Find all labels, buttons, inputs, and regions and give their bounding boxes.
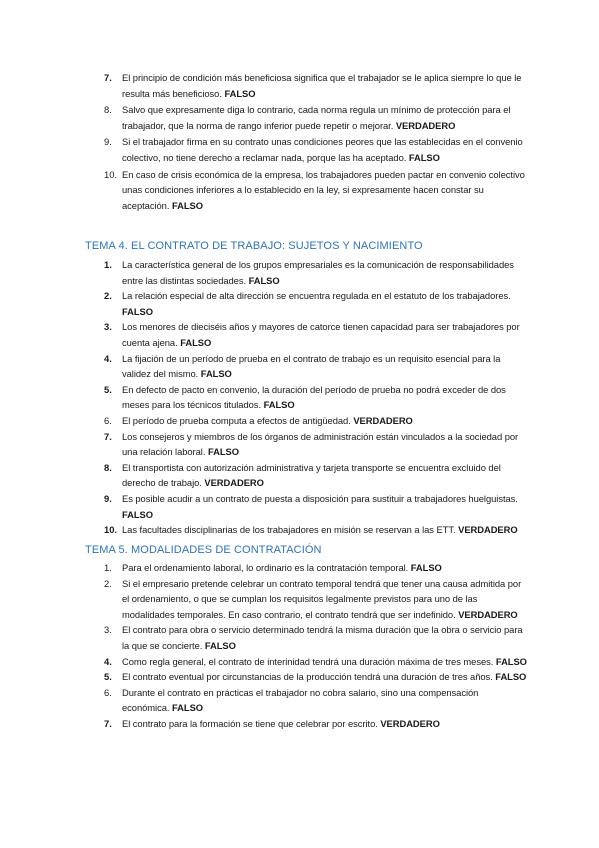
section-heading-tema-4: TEMA 4. EL CONTRATO DE TRABAJO: SUJETOS Y NACIMIENTO (85, 240, 423, 252)
item-number: 7. (104, 430, 112, 442)
item-text: En caso de crisis económica de la empresa, los trabajadores pueden pactar en convenio colectivo unas condiciones inferiores a lo establecido en la ley, si expresamente hacen constar su aceptación. (122, 168, 525, 211)
item-answer: FALSO (200, 368, 232, 380)
list-item (0, 413, 599, 429)
item-number: 2. (104, 290, 112, 302)
list-item (0, 429, 599, 460)
list-item (0, 669, 599, 685)
section-heading-tema-5: TEMA 5. MODALIDADES DE CONTRATACIÓN (85, 544, 322, 556)
list-item (0, 576, 599, 623)
list-item (0, 70, 599, 101)
questions-list-tema-5 (0, 560, 599, 732)
item-answer: FALSO (408, 151, 440, 163)
list-item (0, 460, 599, 491)
item-answer: VERDADERO (353, 414, 413, 426)
item-text: El contrato para obra o servicio determinado tendrá la misma duración que la obra o servicio para la que se concierte. (122, 624, 523, 651)
item-number: 5. (104, 383, 112, 395)
item-answer: FALSO (224, 87, 256, 99)
questions-list-previous-topic (0, 70, 599, 213)
item-number: 3. (104, 321, 112, 333)
questions-list-tema-4 (0, 257, 599, 538)
item-answer: FALSO (495, 671, 527, 683)
list-item (0, 134, 599, 165)
list-item (0, 382, 599, 413)
item-number: 8. (104, 461, 112, 473)
item-answer: VERDADERO (204, 477, 264, 489)
item-text: El contrato para la formación se tiene que celebrar por escrito. (122, 717, 378, 729)
item-text: Los menores de dieciséis años y mayores de catorce tienen capacidad para ser trabajadores por cuenta ajena. (122, 321, 520, 348)
item-text: El período de prueba computa a efectos de antigüedad. (122, 414, 351, 426)
list-item (0, 716, 599, 732)
item-text: El principio de condición más beneficiosa significa que el trabajador se le aplica siempre lo que le resulta más beneficioso. (122, 72, 522, 99)
item-text: Si el trabajador firma en su contrato unas condiciones peores que las establecidas en el convenio colectivo, no tiene derecho a reclamar nada, porque las ha aceptado. (122, 136, 523, 163)
item-number: 1. (104, 562, 112, 573)
item-number: 7. (104, 72, 112, 83)
item-text: El contrato eventual por circunstancias de la producción tendrá una duración de tres años. (122, 671, 493, 683)
item-answer: FALSO (171, 199, 203, 211)
item-number: 7. (104, 717, 112, 729)
item-answer: FALSO (122, 305, 154, 317)
list-item (0, 685, 599, 716)
item-text: En defecto de pacto en convenio, la duración del período de prueba no podrá exceder de dos meses para los técnicos titulados. (122, 383, 506, 411)
item-answer: FALSO (122, 508, 154, 520)
item-number: 2. (104, 577, 112, 589)
item-number: 6. (104, 414, 112, 426)
item-text: La característica general de los grupos empresariales es la comunicación de responsabilidades entre las distintas sociedades. (122, 259, 514, 286)
item-number: 1. (104, 259, 112, 270)
list-item (0, 102, 599, 133)
item-answer: VERDADERO (458, 524, 518, 536)
list-item (0, 522, 599, 538)
list-item (0, 319, 599, 350)
item-number: 9. (104, 492, 112, 504)
list-item (0, 560, 599, 576)
item-number: 4. (104, 655, 112, 667)
list-item (0, 257, 599, 288)
item-text: La fijación de un período de prueba en el contrato de trabajo es un requisito esencial para la validez del mismo. (122, 352, 501, 380)
item-text: La relación especial de alta dirección se encuentra regulada en el estatuto de los trabajadores. (122, 290, 511, 302)
item-answer: FALSO (248, 274, 280, 286)
item-answer: FALSO (180, 336, 212, 348)
item-text: Durante el contrato en prácticas el trabajador no cobra salario, sino una compensación económica. (122, 686, 479, 714)
list-item (0, 654, 599, 670)
list-item (0, 288, 599, 319)
list-item (0, 351, 599, 382)
item-text: Salvo que expresamente diga lo contrario, cada norma regula un mínimo de protección para el trabajador, que la norma de rango inferior puede repetir o mejorar. (122, 104, 511, 131)
item-number: 10. (104, 168, 118, 180)
item-number: 6. (104, 686, 112, 698)
item-answer: FALSO (172, 702, 204, 714)
list-item (0, 491, 599, 522)
item-number: 4. (104, 352, 112, 364)
item-number: 10. (104, 524, 118, 536)
item-text: Como regla general, el contrato de interinidad tendrá una duración máxima de tres meses. (122, 655, 494, 667)
item-answer: FALSO (207, 446, 239, 458)
item-text: Los consejeros y miembros de los órganos de administración están vinculados a la sociedad por una relación laboral. (122, 430, 519, 458)
item-number: 8. (104, 104, 112, 116)
item-answer: FALSO (263, 399, 295, 411)
item-number: 5. (104, 671, 112, 683)
item-answer: VERDADERO (380, 717, 440, 729)
item-text: Las facultades disciplinarias de los trabajadores en misión se reservan a las ETT. (122, 524, 456, 536)
item-text: Para el ordenamiento laboral, lo ordinario es la contratación temporal. (122, 562, 409, 573)
item-number: 9. (104, 136, 112, 148)
list-item (0, 167, 599, 214)
item-text: Es posible acudir a un contrato de puesta a disposición para sustituir a trabajadores huelguistas. (122, 492, 518, 504)
list-item (0, 622, 599, 653)
item-answer: VERDADERO (458, 608, 518, 620)
item-answer: FALSO (495, 655, 527, 667)
item-answer: FALSO (410, 562, 442, 573)
item-text: El transportista con autorización administrativa y tarjeta transporte se encuentra excluido del derecho de trabajo. (122, 461, 501, 489)
item-number: 3. (104, 624, 112, 636)
item-answer: FALSO (204, 639, 236, 651)
item-answer: VERDADERO (395, 119, 456, 131)
item-text: Si el empresario pretende celebrar un contrato temporal tendrá que tener una causa admitida por el ordenamiento, o que se cumplan los requisitos legalmente previstos para uno de las modalidades temporales. En caso contrario, el contrato tendrá que ser indefinido. (122, 577, 522, 620)
